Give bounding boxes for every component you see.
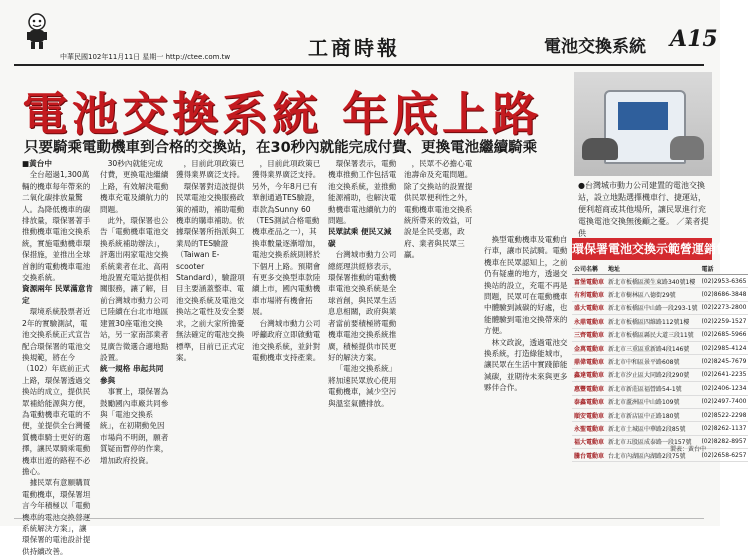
company-cell: 三齊電動車 — [572, 328, 606, 341]
paragraph: 換型電動機車及電動自行車，讓市民試騎。電動機車在民眾認知上，之前仍有疑慮的地方，透過交換站的設立，充電不再是問題，民眾可在電動機車中體驗到減碳的好處，也能體驗到電池交換帶來的方便。 — [484, 235, 568, 336]
company-cell: 盛大電動車 — [572, 301, 606, 314]
address-cell: 新北市板橋區縣民大道三段11號 — [606, 328, 699, 341]
table-row — [572, 382, 748, 395]
table-row — [572, 408, 748, 421]
article-column — [22, 158, 94, 556]
phone-cell: (02)8262-1137 — [699, 422, 748, 435]
mascot-logo-icon — [22, 12, 52, 50]
publication-date-line: 中華民國102年11月11日 星期一 http://ctee.com.tw — [60, 53, 231, 61]
paragraph: 事實上，環保署為鼓勵國內車廠共同參與「電池交換系統」，在初期動免因市場尚不明朗，願者質疑而暫停的作業，增加政府投資。 — [100, 387, 169, 465]
column-header: 電話 — [699, 262, 748, 275]
paragraph: 環境系統股票者近2年的實驗測試，電池交換系統正式宣告配合環保署的電池交換規範，將在今（102）年底前正式上路，環保署透過交換站的成立，提供民眾補給能源與方便，為電動機車充電的不便，並提供全台灣優質機車騎士更好的選擇，讓民眾騎乘電動機車出遊的路程不必擔心。 — [22, 307, 91, 476]
address-cell: 新北市中和區景平路608號 — [606, 355, 699, 368]
phone-cell: (02)2406-1234 — [699, 382, 748, 395]
company-cell: 永聖電動車 — [572, 422, 606, 435]
company-cell: 福大電動車 — [572, 435, 606, 448]
phone-cell: (02)2685-5966 — [699, 328, 748, 341]
table-body — [572, 275, 748, 462]
company-cell: 泰鑫電動車 — [572, 395, 606, 408]
column-header: 公司名稱 — [572, 262, 606, 275]
subheading: 民眾試乘 便民又減碳 — [328, 227, 392, 248]
address-cell: 新北市新莊區福營路54-1號 — [606, 382, 699, 395]
masthead — [8, 6, 718, 64]
phone-cell: (02)2953-6365 — [699, 275, 748, 288]
paragraph: 30秒內就能完成付費，更換電池繼續上路，有效解決電動機車充電及續航力的問題。 — [100, 159, 169, 214]
page-number: A15 — [670, 26, 718, 52]
address-cell: 新北市三重區重新路4段146號 — [606, 341, 699, 354]
table-row — [572, 315, 748, 328]
article-column — [252, 158, 322, 498]
byline: ■黃台中 — [22, 159, 52, 168]
address-cell: 新北市土城區中華路2段85號 — [606, 422, 699, 435]
masthead-rule — [14, 64, 704, 66]
address-cell: 台北市內湖區內湖路2段75號 — [606, 449, 699, 462]
company-cell: 富堡電動車 — [572, 275, 606, 288]
battery-station-photo — [574, 72, 712, 176]
paragraph: 台灣城市動力公司總經理洪經修表示，環保署推動的電動機車電池交換系統是全球首創，與民眾生活息息相關，政府與業者當前要積極將電動機車電池交換系統推廣，積極提供市民更好的解決方案。 — [328, 250, 397, 362]
paragraph: 據民眾有意願購買電動機車，環保署坦言今年積極以「電動 系統解決方案」，讓環保署的電池設計提供持續改善。 — [22, 478, 91, 556]
address-cell: 新北市樹林區八德街29號 — [606, 288, 699, 301]
station-screen-image — [618, 102, 668, 130]
address-cell: 新北市板橋區四維路112號1樓 — [606, 315, 699, 328]
company-cell: 金萬電動車 — [572, 341, 606, 354]
subheading: 資源兩年 民眾滿意肯定 — [22, 284, 93, 305]
phone-cell: (02)2259-1527 — [699, 315, 748, 328]
table-row — [572, 328, 748, 341]
article-column — [100, 158, 170, 498]
phone-cell: (02)8282-8957 — [699, 435, 748, 448]
paragraph: 此外，環保署也公告「電動機車電池交換系統補助辦法」，評選出兩家電池交換系統業者在北、高兩地設置充電站提供相關服務，讓了解，目前台灣城市動力公司已陸續在台北市地區建置30座電池交換站，另一家南部業者見廣告徵選合適地點設置。 — [100, 216, 169, 362]
address-cell: 新北市蘆洲區中山路109號 — [606, 395, 699, 408]
table-row — [572, 368, 748, 381]
company-cell: 順安電動車 — [572, 408, 606, 421]
table-row — [572, 355, 748, 368]
phone-cell: (02)2641-2235 — [699, 368, 748, 381]
paragraph: ，目前此項政策已獲得業界廣泛支持。 — [176, 159, 245, 180]
paragraph: 「電池交換系統」將加速民眾放心使用電動機車，減少空污與溫室氣體排放。 — [328, 364, 397, 408]
phone-cell: (02)2985-4124 — [699, 341, 748, 354]
paragraph: ，目前此項政策已獲得業界廣泛支持。另外，今年8月已有華創通過TES驗證，車款為Sunny 60（TES測試合格電動機車產品之一），其換車數量逐漸增加，電池交換系統則將於下個月上路。預期會有更多交換型車款陸續上市，國內電動機車市場將有機會拓展。 — [252, 159, 321, 317]
company-cell: 鼎偉電動車 — [572, 355, 606, 368]
company-cell: 永鼎電動車 — [572, 315, 606, 328]
table-row — [572, 275, 748, 288]
phone-cell: (02)8686-3848 — [699, 288, 748, 301]
table-header-row — [572, 262, 748, 275]
phone-cell: (02)8245-7679 — [699, 355, 748, 368]
table-source: 製表：黃台中 — [670, 446, 707, 453]
column-header: 地址 — [606, 262, 699, 275]
table-row — [572, 395, 748, 408]
phone-cell: (02)2497-7400 — [699, 395, 748, 408]
company-cell: 騰台電動車 — [572, 449, 606, 462]
section-title: 電池交換系統 — [544, 37, 646, 57]
paragraph: 林文政說，透過電池交換系統，打造綠能城市，讓民眾在生活中實踐節能減碳，並期待未來與更多夥伴合作。 — [484, 337, 568, 393]
table-row — [572, 341, 748, 354]
address-cell: 新北市板橋區中山路一段293-1號 — [606, 301, 699, 314]
article-column — [484, 234, 568, 424]
article-column — [404, 158, 478, 498]
article-column — [328, 158, 398, 498]
photo-caption: ●台灣城市動力公司建置的電池交換站，設立地點選擇機車行、捷運站，便利超商或其他場所，讓民眾進行充電換電池交換無後顧之憂。 ／業者提供 — [578, 181, 709, 238]
scooter-image — [582, 138, 618, 160]
address-cell: 新北市新店區中正路180號 — [606, 408, 699, 421]
table-row — [572, 435, 748, 448]
bottom-rule — [14, 518, 704, 519]
newspaper-name: 工商時報 — [308, 36, 400, 60]
paragraph: 台灣城市動力公司呼籲政府立即啟動電池交換系統，並針對電動機車支持產業。 — [252, 318, 321, 362]
phone-cell: (02)2273-2800 — [699, 301, 748, 314]
table-title: 環保署電池交換示範營運銷售點 — [572, 238, 712, 260]
company-cell: 鑫達電動車 — [572, 368, 606, 381]
subheading: 統一規格 串起共同參與 — [100, 364, 164, 385]
phone-cell: (02)2658-6257 — [699, 449, 748, 462]
table-row — [572, 301, 748, 314]
paragraph: ，民眾不必擔心電池壽命及充電問題。除了交換站的設置提供民眾便利性之外，電動機車電池交換系統所帶來的效益，可說是全民受惠，政府、業者與民眾三贏。 — [404, 159, 473, 260]
company-cell: 惠豐電動車 — [572, 382, 606, 395]
address-cell: 新北市汐止區大同路2段290號 — [606, 368, 699, 381]
table-row — [572, 288, 748, 301]
address-cell: 新北市五股區成泰路一段157號 — [606, 435, 699, 448]
sales-locations-table — [572, 262, 748, 462]
table-row — [572, 449, 748, 462]
phone-cell: (02)8522-2298 — [699, 408, 748, 421]
headline: 電池交換系統 年底上路 — [22, 87, 543, 141]
table-row — [572, 422, 748, 435]
paragraph: 環保署表示，電動機車推動工作包括電池交換系統，並推動能源補助，也解決電動機車電池續航力的問題。 — [328, 159, 397, 226]
company-cell: 有利電動車 — [572, 288, 606, 301]
subheadline: 只要騎乘電動機車到合格的交換站，在30秒內就能完成付費、更換電池繼續騎乘 — [24, 140, 538, 156]
scooter-image — [670, 136, 704, 160]
address-cell: 新北市板橋區漢生東路340號1樓 — [606, 275, 699, 288]
paragraph: 全台超過1,300萬輛的機車每年帶來的二氧化碳排放量驚人。為降低機車的碳排放量，環保署著手推動機車電池交換系統，實施電動機車環保措施，並推出全球首創的電動機車電池交換系統。 — [22, 170, 91, 283]
article-column — [176, 158, 246, 498]
paragraph: 環保署對這波提供民眾電池交換服務政策的補助，補助電動機車的購車補助。依據環保署所指派與工業局的TES驗證（Taiwan E-scooter Standard），驗證項目主要涵蓋整車、電池交換系統及電池交換站之電性及安全要求，之前大家所擔憂無法確定的電池交換標準，目前已正式定案。 — [176, 181, 245, 362]
